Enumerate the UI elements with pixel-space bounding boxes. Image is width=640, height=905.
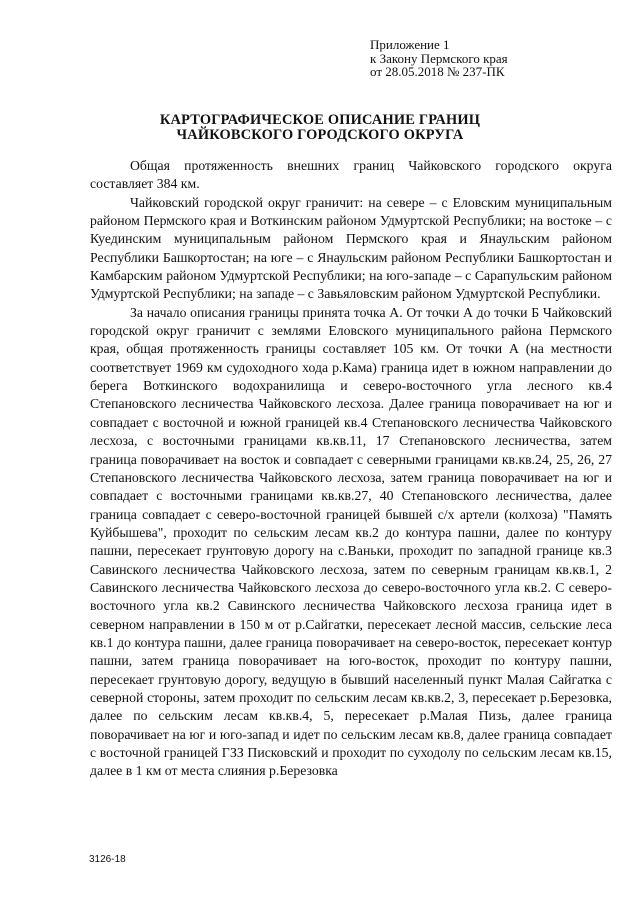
- title-line-1: КАРТОГРАФИЧЕСКОЕ ОПИСАНИЕ ГРАНИЦ: [159, 112, 481, 128]
- annex-line-2: к Закону Пермского края: [370, 50, 508, 66]
- document-body: [90, 157, 612, 781]
- paragraph-boundary-description: За начало описания границы принята точка А. От точки А до точки Б Чайковский городской округ граничит с землями Еловского муниципального района Пермского края, общая протяженность границы составляет 105 км. От точки А (на местности соответствует 1969 км судоходного хода р.Кама) граница идет в южном направлении до берега Воткинского водохранилища и северо-восточного угла лесного кв.4 Степановского лесничества Чайковского лесхоза. Далее граница поворачивает на юг и совпадает с восточной и южной границей кв.4 Степановского лесничества Чайковского лесхоза, с восточными границами кв.кв.11, 17 Степановского лесничества, затем граница поворачивает на восток и совпадает с северными границами кв.кв.24, 25, 26, 27 Степановского лесничества Чайковского лесхоза, затем граница поворачивает на юг и совпадает с восточными границами кв.кв.27, 40 Степановского лесничества, далее граница совпадает с северо-восточной границей бывшей с/х артели (колхоза) "Память Куйбышева", проходит по сельским лесам кв.2 до контура пашни, далее по контуру пашни, пересекает грунтовую дорогу на с.Ваньки, проходит по западной границе кв.3 Савинского лесничества Чайковского лесхоза, затем по северным границам кв.кв.1, 2 Савинского лесничества Чайковского лесхоза до северо-восточного угла кв.2. С северо-восточного угла кв.2 Савинского лесничества Чайковского лесхоза граница идет в северном направлении в 150 м от р.Сайгатки, пересекает лесной массив, сельские леса кв.1 до контура пашни, далее граница поворачивает на северо-восток, пересекает контур пашни, затем граница поворачивает на юго-восток, проходит по контуру пашни, пересекает грунтовую дорогу, ведущую в бывший населенный пункт Малая Сайгатка с северной стороны, затем проходит по сельским лесам кв.кв.2, 3, пересекает р.Березовка, далее по сельским лесам кв.кв.4, 5, пересекает р.Малая Пизь, далее граница поворачивает на юг и юго-запад и идет по сельским лесам кв.8, далее граница совпадает с восточной границей ГЗЗ Писковский и проходит по суходолу по сельским лесам кв.15, далее в 1 км от места слияния р.Березовка: [90, 304, 612, 779]
- title-line-2: ЧАЙКОВСКОГО ГОРОДСКОГО ОКРУГА: [176, 127, 464, 143]
- annex-header: [370, 38, 508, 79]
- document-title: [0, 113, 640, 143]
- annex-line-1: Приложение 1: [370, 37, 450, 52]
- paragraph-neighbors: Чайковский городской округ граничит: на севере – с Еловским муниципальным районом Пермского края и Воткинским районом Удмуртской Республики; на востоке – с Куединским муниципальным районом Пермского края и Янаульским районом Республики Башкортостан; на юге – с Янаульским районом Республики Башкортостан и Камбарским районом Удмуртской Республики; на юго-западе – с Сарапульским районом Удмуртской Республики; на западе – с Завьяловским районом Удмуртской Республики.: [90, 194, 612, 302]
- paragraph-total-length: Общая протяженность внешних границ Чайковского городского округа составляет 384 км.: [90, 158, 612, 192]
- document-number: 3126-18: [89, 854, 126, 865]
- annex-line-3: от 28.05.2018 № 237-ПК: [370, 64, 505, 79]
